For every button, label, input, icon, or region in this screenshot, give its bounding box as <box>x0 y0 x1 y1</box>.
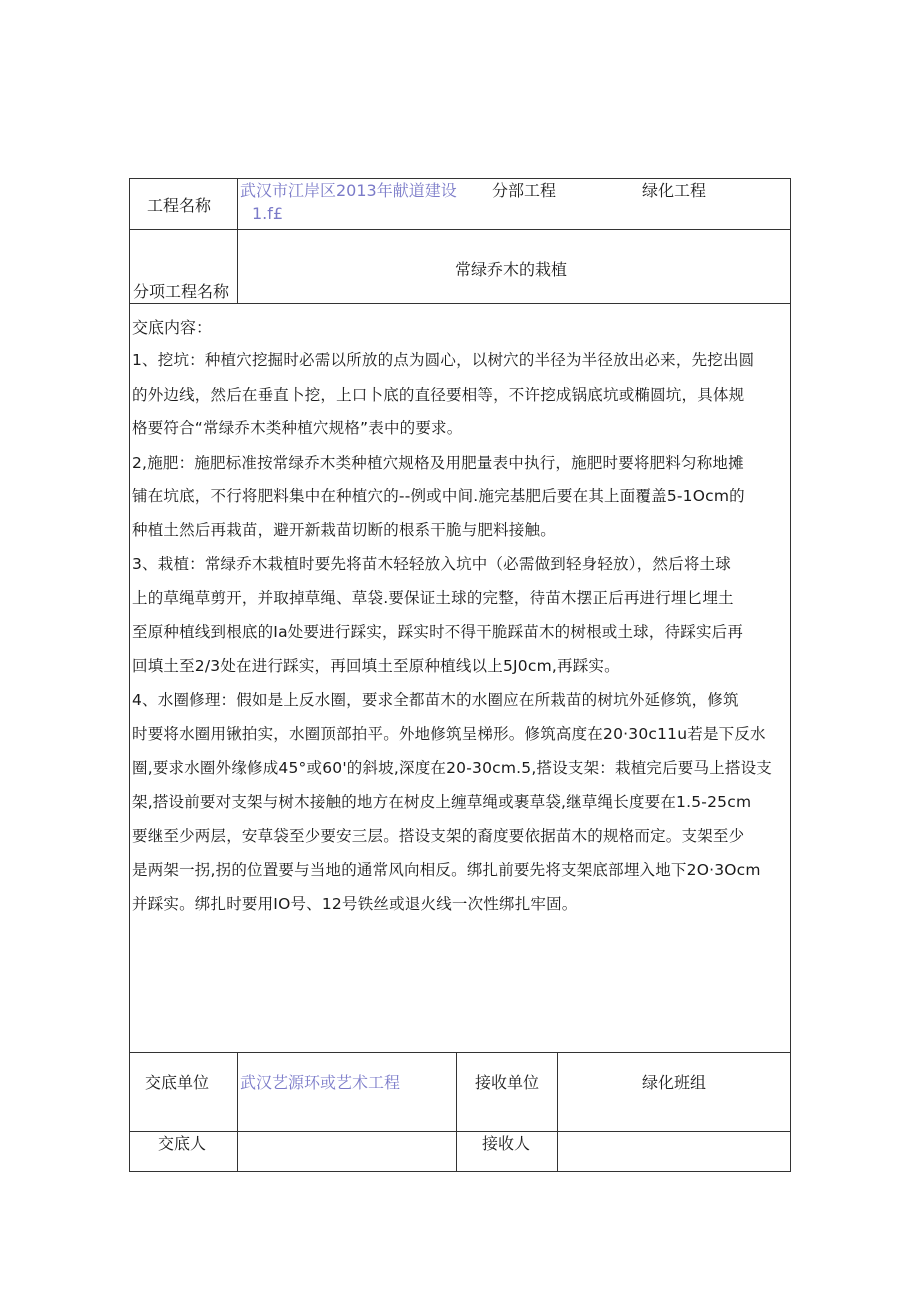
content-line: 是两架一拐,拐的位置要与当地的通常风向相反。绑扎前要先将支架底部埋入地下2O·3Ocm <box>132 861 761 879</box>
content-title: 交底内容： <box>132 318 213 337</box>
project-name-label: 工程名称 <box>147 196 212 215</box>
col-divider <box>237 179 238 303</box>
content-line: 至原种植线到根底的Ia处要进行踩实，踩实时不得干脆踩苗木的树根或土球，待踩实后再 <box>132 623 744 641</box>
content-line: 种植土然后再栽苗，避开新栽苗切断的根系干脆与肥料接触。 <box>132 521 556 539</box>
content-line: 铺在坑底，不行将肥料集中在种植穴的--例或中间.施完基肥后要在其上面覆盖5-1Ocm的 <box>132 487 745 505</box>
content-line: 3、栽植：常绿乔木栽植时要先将苗木轻轻放入坑中（必需做到轻身轻放），然后将土球 <box>132 555 731 573</box>
col-divider <box>237 1052 238 1172</box>
content-line: 圈,要求水圈外缘修成45°或60'的斜坡,深度在20-30cm.5,搭设支架：栽植完后要马上搭设支 <box>132 759 772 777</box>
sub-project-value: 绿化工程 <box>642 181 707 200</box>
content-line: 的外边线，然后在垂直卜挖，上口卜底的直径要相等，不许挖成锅底坑或椭圆坑，具体规 <box>132 386 745 404</box>
col-divider <box>557 1052 558 1172</box>
content-line: 时要将水圈用锹拍实，水圈顶部拍平。外地修筑呈梯形。修筑高度在20·30c11u若是下反水 <box>132 725 766 743</box>
content-line: 1、挖坑：种植穴挖掘时必需以所放的点为圆心，以树穴的半径为半径放出必来，先挖出圆 <box>132 351 755 369</box>
content-line: 回填土至2/3处在进行踩实，再回填土至原种植线以上5J0cm,再踩实。 <box>132 657 620 675</box>
disclosure-form-table <box>129 178 791 1172</box>
row-divider <box>130 1052 790 1053</box>
project-name-value: 武汉市江岸区2013年献道建设 <box>240 181 457 200</box>
item-name-value: 常绿乔木的栽植 <box>455 260 568 279</box>
col-divider <box>456 1052 457 1172</box>
handover-unit-label: 交底单位 <box>145 1073 210 1092</box>
handover-unit-value: 武汉艺源环或艺术工程 <box>240 1073 401 1092</box>
content-line: 4、水圈修理：假如是上反水圈，要求全都苗木的水圈应在所栽苗的树坑外延修筑，修筑 <box>132 691 739 709</box>
content-line: 格要符合“常绿乔木类种植穴规格”表中的要求。 <box>132 419 463 437</box>
content-line: 2,施肥：施肥标准按常绿乔木类种植穴规格及用肥量表中执行，施肥时要将肥料匀称地摊 <box>132 454 744 472</box>
row-divider <box>130 1131 790 1132</box>
content-line: 上的草绳草剪开，并取掉草绳、草袋.要保证土球的完整，待苗木摆正后再进行埋匕埋土 <box>132 589 734 607</box>
content-line: 要继至少两层，安草袋至少要安三层。搭设支架的裔度要依据苗木的规格而定。支架至少 <box>132 827 745 845</box>
item-name-label: 分项工程名称 <box>133 282 230 301</box>
handover-person-label: 交底人 <box>158 1134 207 1153</box>
content-line: 架,搭设前要对支架与树木接触的地方在树皮上缠草绳或裹草袋,继草绳长度要在1.5-25cm <box>132 793 752 811</box>
receiving-unit-value: 绿化班组 <box>642 1073 707 1092</box>
project-name-value-suffix: 1.f£ <box>252 204 284 223</box>
row-divider <box>130 303 790 304</box>
sub-project-label: 分部工程 <box>492 181 557 200</box>
content-line: 并踩实。绑扎时要用IO号、12号铁丝或退火线一次性绑扎牢固。 <box>132 895 578 913</box>
row-divider <box>130 229 790 230</box>
receiving-unit-label: 接收单位 <box>475 1073 540 1092</box>
receiver-label: 接收人 <box>482 1134 531 1153</box>
